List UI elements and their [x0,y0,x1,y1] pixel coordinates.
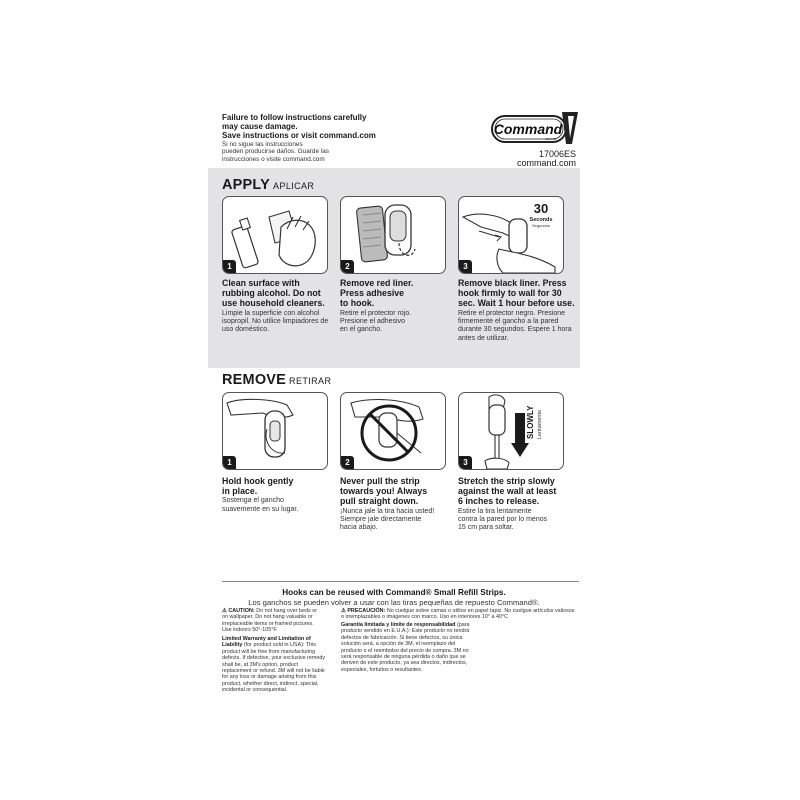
hold-hook-illustration [223,393,327,469]
step-number: 2 [341,456,354,469]
svg-text:Segundos: Segundos [531,223,551,228]
website: command.com [516,158,576,168]
apply-step-3-text: Remove black liner. Press hook firmly to wall for 30 sec. Wait 1 hour before use. Retire el protector negro. Presione firmemente el gancho a la pared durante 30 segundos. Espere 1 hora antes de utilizar. [458,278,575,342]
remove-step-3-text: Stretch the strip slowly against the wall at least 6 inches to release. Estire la tira lentamente contra la pared por lo menos 15 cm para soltar. [458,476,557,532]
step-number: 3 [459,456,472,469]
warning-block [222,113,452,163]
warranty-es: Garantía limitada y límite de responsabilidad (para producto vendido en E.U.A.): Este producto no tendrá defectos de fabricación. Si tiene defectos, su única solución será, a opción de 3M, el reemplazo del producto o el reembolso del precio de compra. 3M no será responsable de ninguna pérdida o daño que se deriven de este producto, ya sea directos, indirectos, especiales, fortuitos o resultantes. [341,622,470,673]
remove-step-2-text: Never pull the strip towards you! Always pull straight down. ¡Nunca jale la tira hacia usted! Siempre jale directamente hacia abajo. [340,476,435,532]
apply-step-1-text: Clean surface with rubbing alcohol. Do not use household cleaners. Limpie la superficie con alcohol isopropil. No utilice limpiadores de uso doméstico. [222,278,329,334]
svg-text:30: 30 [533,201,549,216]
svg-text:Command: Command [493,121,563,137]
stretch-strip-illustration [459,393,563,469]
remove-title-es: RETIRAR [289,376,332,386]
apply-step-2-text: Remove red liner. Press adhesive to hook. Retire el protector rojo. Presione el adhesivo en el gancho. [340,278,414,334]
apply-title-es: APLICAR [273,181,315,191]
step-number: 1 [223,260,236,273]
step-number: 2 [341,260,354,273]
footer-divider [222,581,579,582]
remove-title: REMOVE RETIRAR [222,372,332,388]
step-number: 3 [459,260,472,273]
apply-step-2-panel [340,196,446,274]
warranty-en: Limited Warranty and Limitation of Liability (for product sold in USA): This product will be free from manufacturing defects. If defective, your exclusive remedy shall be, at 3M's option, product replacement or refund. 3M will not be liable for any loss or damage arising from this product, whether direct, indirect, special, incidental or consequential. [222,636,326,694]
step-number: 1 [223,456,236,469]
cleaning-surface-illustration [223,197,327,273]
caution-es: ⚠ PRECAUCIÓN: No cuelgue sobre camas o utilice en papel tapiz. No cuelgue artículos valiosos o irremplazables o imágenes con marco. Uso en interiores 10° a 40°C [341,608,575,621]
remove-step-2-panel [340,392,446,470]
product-code-block [500,150,576,168]
product-code: 17006ES [538,149,576,159]
svg-text:Lentamente: Lentamente [537,409,543,439]
svg-text:SLOWLY: SLOWLY [526,405,535,439]
svg-text:Seconds: Seconds [529,217,553,223]
warning-en: Failure to follow instructions carefully may cause damage. Save instructions or visit command.com [222,113,376,141]
adhesive-strip-illustration [341,197,445,273]
refill-note: Hooks can be reused with Command® Small Refill Strips. Los ganchos se pueden volver a usar con las tiras pequeñas de repuesto Command®. [248,588,540,607]
remove-step-1-text: Hold hook gently in place. Sostenga el gancho suavemente en su lugar. [222,476,299,513]
svg-text:BRAND: BRAND [545,137,556,141]
apply-step-3-panel [458,196,564,274]
no-pull-illustration [341,393,445,469]
remove-step-1-panel [222,392,328,470]
warning-es: Si no sigue las instrucciones pueden producirse daños. Guarde las instrucciones o visite command.com [222,140,329,163]
apply-title: APPLY APLICAR [222,177,315,193]
remove-step-3-panel [458,392,564,470]
apply-step-1-panel [222,196,328,274]
command-logo [490,110,580,150]
press-hook-illustration [459,197,563,273]
caution-en: ⚠ CAUTION: Do not hang over beds or on wallpaper. Do not hang valuable or irreplaceable items or framed pictures. Use indoors 50°-105°F. [222,608,318,634]
